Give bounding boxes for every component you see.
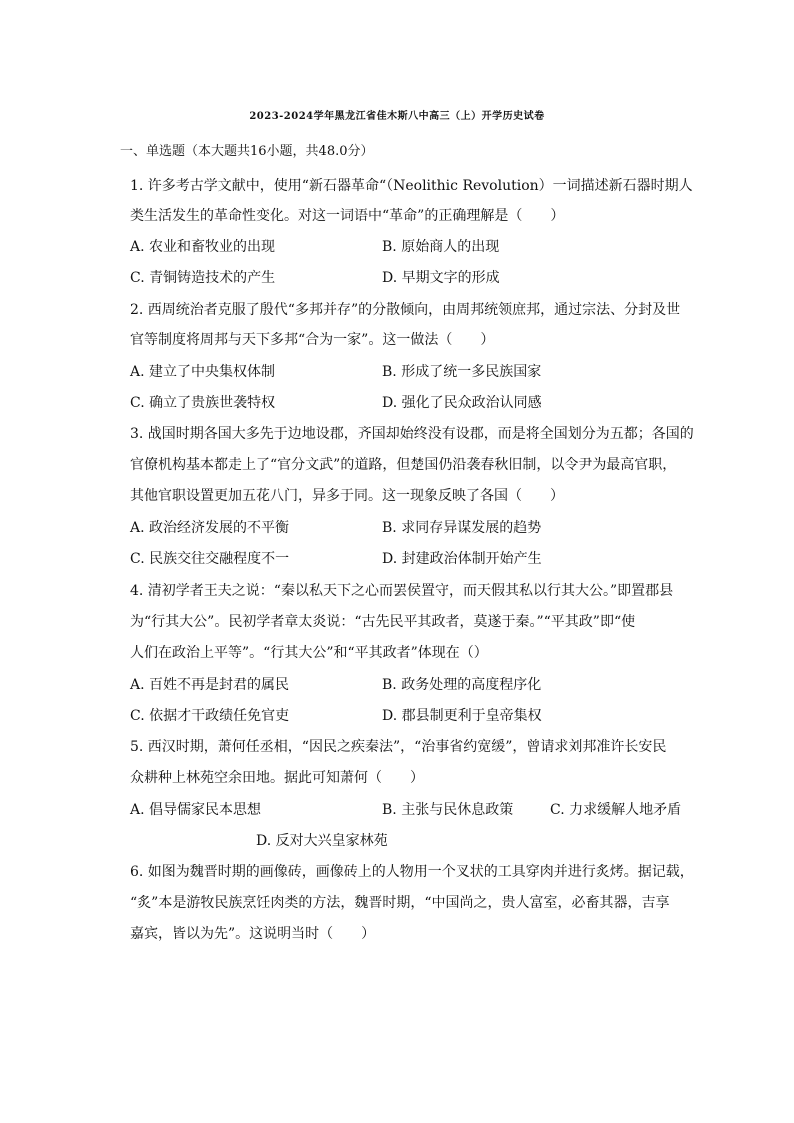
question-3-stem-line-2: 官僚机构基本都走上了“官分文武”的道路，但楚国仍沿袭春秋旧制，以令尹为最高官职， (130, 457, 677, 473)
section-heading: 一、单选题（本大题共16小题，共48.0分） (120, 144, 374, 159)
exam-title: 2023-2024学年黑龙江省佳木斯八中高三（上）开学历史试卷 (249, 111, 545, 122)
question-3-stem-line-3: 其他官职设置更加五花八门，异多于同。这一现象反映了各国（ ） (130, 488, 564, 504)
question-5-stem-line-1: 5. 西汉时期，萧何任丞相，“因民之疾秦法”，“治事省约宽缓”，曾请求刘邦准许长安民 (130, 739, 667, 755)
question-5-option-b: B. 主张与民休息政策 (382, 802, 514, 818)
question-4-option-c: C. 依据才干政绩任免官吏 (130, 708, 290, 724)
question-4-stem-line-2: 为“行其大公”。民初学者章太炎说：“古先民平其政者，莫遂于秦。”“平其政”即“使 (130, 614, 636, 630)
question-2-option-b: B. 形成了统一多民族国家 (382, 364, 542, 380)
question-5-option-d: D. 反对大兴皇家林苑 (256, 833, 388, 849)
question-4-option-b: B. 政务处理的高度程序化 (382, 677, 542, 693)
question-1-option-d: D. 早期文字的形成 (382, 270, 500, 286)
question-4-option-a: A. 百姓不再是封君的属民 (130, 677, 290, 693)
question-2-option-c: C. 确立了贵族世袭特权 (130, 395, 276, 411)
question-2-option-d: D. 强化了民众政治认同感 (382, 395, 542, 411)
question-1-option-a: A. 农业和畜牧业的出现 (130, 239, 276, 255)
question-5-option-a: A. 倡导儒家民本思想 (130, 802, 262, 818)
question-2-stem-line-1: 2. 西周统治者克服了殷代“多邦并存”的分散倾向，由周邦统领庶邦，通过宗法、分封及世 (130, 302, 681, 318)
question-3-option-c: C. 民族交往交融程度不一 (130, 551, 290, 567)
question-4-stem-line-3: 人们在政治上平等”。“行其大公”和“平其政者”体现在（） (130, 645, 488, 661)
question-3-stem-line-1: 3. 战国时期各国大多先于边地设郡，齐国却始终没有设郡，而是将全国划分为五都；各国的 (130, 426, 694, 442)
question-3-option-a: A. 政治经济发展的不平衡 (130, 520, 290, 536)
question-6-stem-line-1: 6. 如图为魏晋时期的画像砖，画像砖上的人物用一个叉状的工具穿肉并进行炙烤。据记载， (130, 864, 694, 880)
question-2-option-a: A. 建立了中央集权体制 (130, 364, 276, 380)
question-1-option-b: B. 原始商人的出现 (382, 239, 500, 255)
question-1-option-c: C. 青铜铸造技术的产生 (130, 270, 276, 286)
question-4-stem-line-1: 4. 清初学者王夫之说：“秦以私天下之心而罢侯置守，而天假其私以行其大公。”即置郡县 (130, 583, 674, 599)
question-1-stem-line-1: 1. 许多考古学文献中，使用“新石器革命“（Neolithic Revolution）一词描述新石器时期人 (130, 178, 693, 194)
question-5-stem-line-2: 众耕种上林苑空余田地。据此可知萧何（ ） (130, 770, 424, 786)
question-1-stem-line-2: 类生活发生的革命性变化。对这一词语中“革命”的正确理解是（ ） (130, 208, 565, 224)
question-6-stem-line-3: 嘉宾，皆以为先”。这说明当时（ ） (130, 926, 376, 942)
question-6-stem-line-2: “炙”本是游牧民族烹饪肉类的方法，魏晋时期，“中国尚之，贵人富室，必畜其器，吉享 (130, 895, 670, 911)
question-5-option-c: C. 力求缓解人地矛盾 (550, 802, 682, 818)
question-4-option-d: D. 郡县制更利于皇帝集权 (382, 708, 542, 724)
question-2-stem-line-2: 官等制度将周邦与天下多邦“合为一家”。这一做法（ ） (130, 332, 495, 348)
question-3-option-b: B. 求同存异谋发展的趋势 (382, 520, 542, 536)
question-3-option-d: D. 封建政治体制开始产生 (382, 551, 542, 567)
